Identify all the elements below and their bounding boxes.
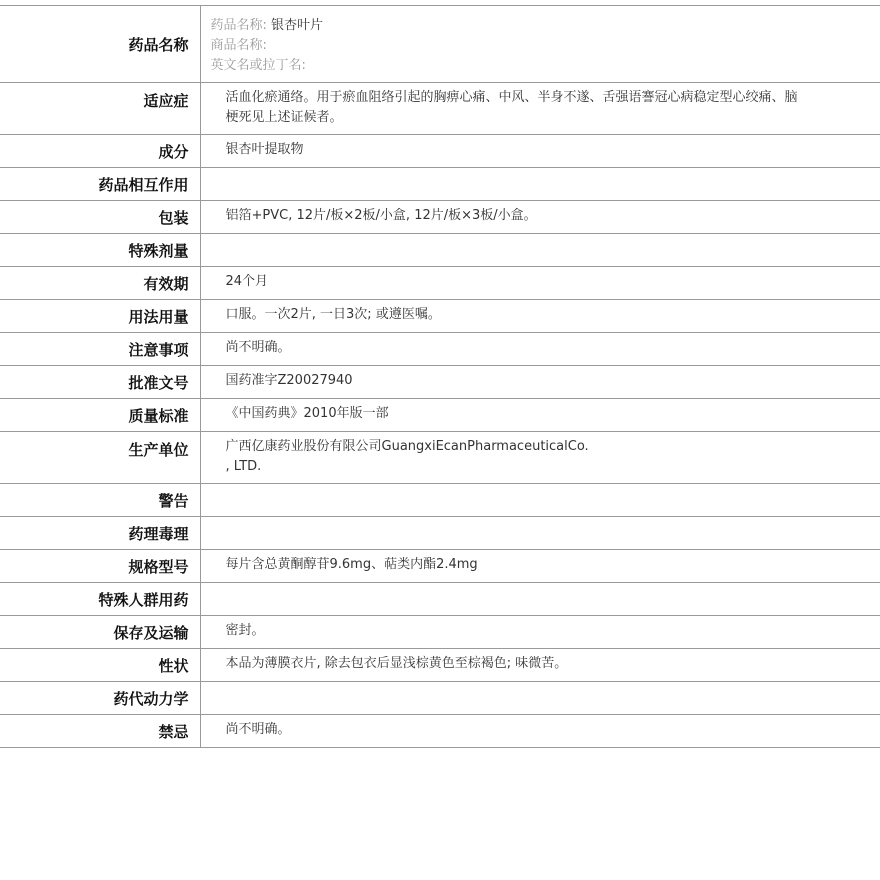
row-value: 《中国药典》2010年版一部: [200, 399, 880, 432]
row-label: 适应症: [0, 83, 200, 135]
table-row: [0, 300, 880, 333]
row-label: 批准文号: [0, 366, 200, 399]
table-row: [0, 399, 880, 432]
table-row: [0, 366, 880, 399]
row-value: 每片含总黄酮醇苷9.6mg、萜类内酯2.4mg: [200, 550, 880, 583]
row-label: 药品名称: [0, 6, 200, 83]
table-row: [0, 550, 880, 583]
row-value: 尚不明确。: [200, 333, 880, 366]
row-label: 特殊剂量: [0, 234, 200, 267]
row-value: [200, 234, 880, 267]
row-label: 警告: [0, 484, 200, 517]
english-name-line: [211, 56, 801, 76]
drug-name-value: 银杏叶片: [271, 18, 324, 33]
row-label: 成分: [0, 135, 200, 168]
row-label: 特殊人群用药: [0, 583, 200, 616]
table-row: [0, 168, 880, 201]
row-value: [200, 583, 880, 616]
trade-name-line: [211, 36, 801, 56]
row-value: 本品为薄膜衣片, 除去包衣后显浅棕黄色至棕褐色; 味微苦。: [200, 649, 880, 682]
row-value: [200, 484, 880, 517]
table-row: [0, 517, 880, 550]
row-label: 药代动力学: [0, 682, 200, 715]
drug-info-table: [0, 5, 880, 748]
table-row: [0, 715, 880, 748]
row-label: 注意事项: [0, 333, 200, 366]
row-label: 药理毒理: [0, 517, 200, 550]
table-row: [0, 484, 880, 517]
trade-name-key: 商品名称:: [210, 38, 267, 53]
table-row: [0, 234, 880, 267]
table-row: [0, 682, 880, 715]
english-name-key: 英文名或拉丁名:: [210, 58, 306, 73]
table-row: [0, 83, 880, 135]
row-value: 广西亿康药业股份有限公司GuangxiEcanPharmaceuticalCo. , LTD.: [200, 432, 880, 484]
row-value: 尚不明确。: [200, 715, 880, 748]
table-row: [0, 333, 880, 366]
row-value: 银杏叶提取物: [200, 135, 880, 168]
row-value: [200, 168, 880, 201]
table-row: [0, 649, 880, 682]
table-row: [0, 135, 880, 168]
row-value: 24个月: [200, 267, 880, 300]
row-label: 禁忌: [0, 715, 200, 748]
drug-name-line: [211, 16, 801, 36]
row-value: 口服。一次2片, 一日3次; 或遵医嘱。: [200, 300, 880, 333]
row-label: 包装: [0, 201, 200, 234]
drug-names-cell: [200, 6, 880, 83]
table-row: [0, 432, 880, 484]
row-label: 用法用量: [0, 300, 200, 333]
row-label: 规格型号: [0, 550, 200, 583]
row-label: 生产单位: [0, 432, 200, 484]
row-value: 活血化瘀通络。用于瘀血阻络引起的胸痹心痛、中风、半身不遂、舌强语謇冠心病稳定型心绞痛、脑梗死见上述证候者。: [200, 83, 880, 135]
table-row: [0, 267, 880, 300]
row-label: 药品相互作用: [0, 168, 200, 201]
row-label: 保存及运输: [0, 616, 200, 649]
row-value: [200, 517, 880, 550]
drug-name-key: 药品名称:: [210, 18, 267, 33]
row-value: 国药准字Z20027940: [200, 366, 880, 399]
row-label: 性状: [0, 649, 200, 682]
drug-names-row: [0, 6, 880, 83]
row-label: 质量标准: [0, 399, 200, 432]
row-label: 有效期: [0, 267, 200, 300]
table-row: [0, 616, 880, 649]
row-value: [200, 682, 880, 715]
row-value: 密封。: [200, 616, 880, 649]
row-value: 铝箔+PVC, 12片/板×2板/小盒, 12片/板×3板/小盒。: [200, 201, 880, 234]
table-row: [0, 201, 880, 234]
table-row: [0, 583, 880, 616]
